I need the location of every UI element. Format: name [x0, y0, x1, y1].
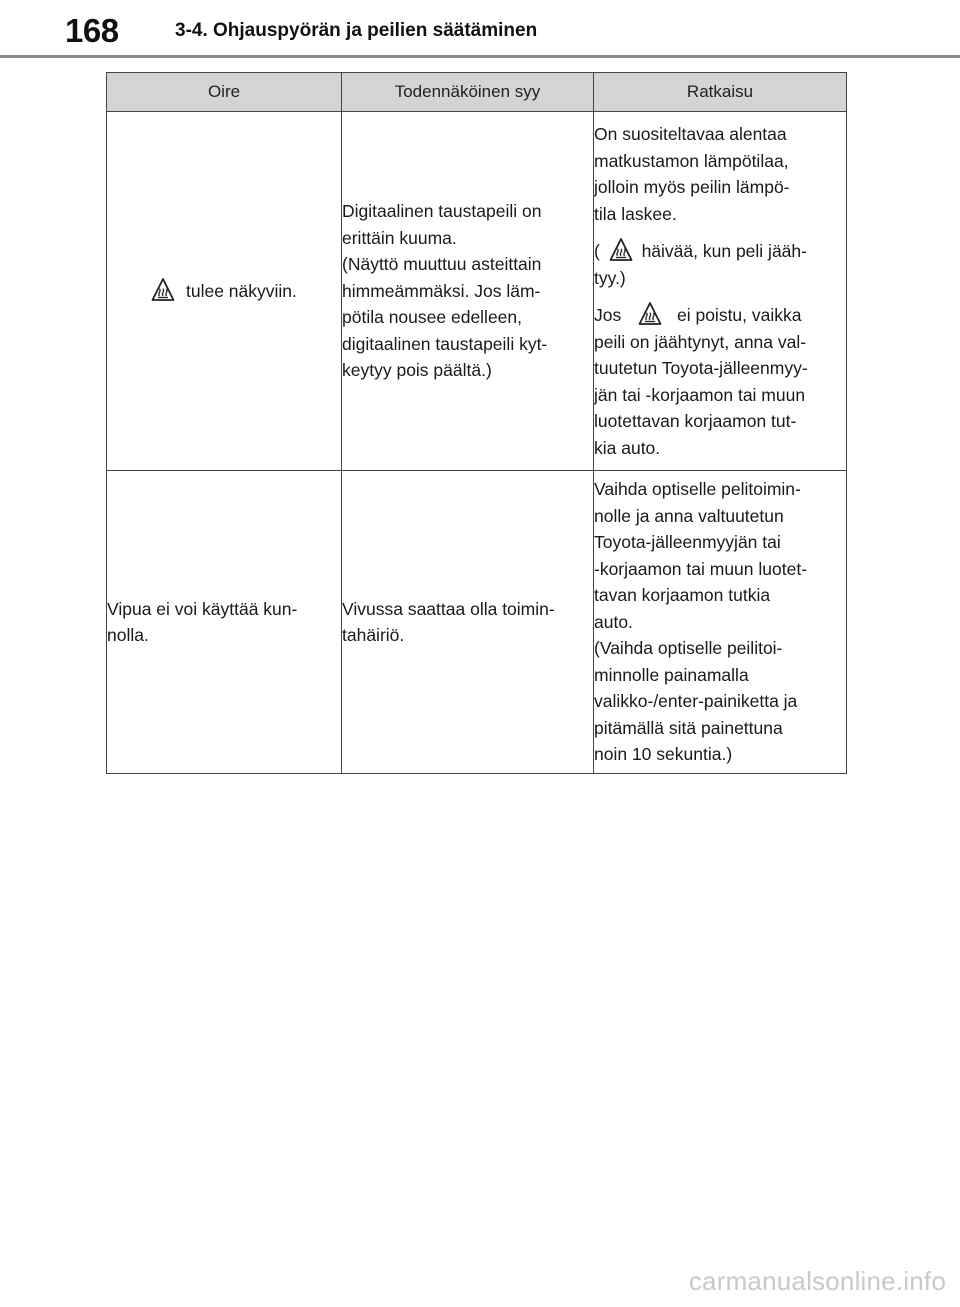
solution-line: matkustamon lämpötilaa, [594, 150, 789, 171]
solution-line: tuutetun Toyota-jälleenmyy- [594, 358, 808, 378]
cause-line: erittäin kuuma. [342, 227, 457, 248]
page-number: 168 [65, 12, 119, 49]
solution-text: Jos [594, 305, 622, 325]
column-header-solution: Ratkaisu [594, 73, 847, 112]
mirror-heat-warning-icon [151, 277, 175, 303]
cause-line: digitaalinen taustapeili kyt- [342, 333, 548, 354]
cause-line: Vivussa saattaa olla toimin- [342, 598, 555, 619]
solution-text: ( [594, 241, 600, 261]
cause-cell [342, 112, 594, 471]
cause-line: himmeämmäksi. Jos läm- [342, 280, 541, 301]
solution-line: Vaihda optiselle pelitoimin- [594, 479, 801, 500]
solution-line: valikko-/enter-painiketta ja [594, 691, 798, 712]
section-title: 3-4. Ohjauspyörän ja peilien säätäminen [175, 20, 538, 41]
column-header-symptom: Oire [107, 73, 342, 112]
solution-line: minnolle painamalla [594, 664, 749, 685]
symptom-cell [107, 471, 342, 774]
cause-line: (Näyttö muuttuu asteittain [342, 254, 542, 275]
symptom-line: Vipua ei voi käyttää kun- [107, 598, 298, 619]
column-header-cause: Todennäköinen syy [342, 73, 594, 112]
solution-line: tyy.) [594, 267, 626, 288]
watermark: carmanualsonline.info [688, 1266, 946, 1296]
solution-line: nolle ja anna valtuutetun [594, 505, 784, 526]
solution-line: noin 10 sekuntia.) [594, 744, 733, 765]
table-header-row [107, 73, 847, 112]
cause-line: Digitaalinen taustapeili on [342, 201, 542, 222]
solution-line: peili on jäähtynyt, anna val- [594, 331, 807, 352]
solution-line: On suositeltavaa alentaa [594, 124, 787, 144]
symptom-text: tulee näkyviin. [185, 281, 297, 302]
solution-line: auto. [594, 611, 633, 632]
solution-line: tila laskee. [594, 203, 677, 224]
solution-paragraph [594, 301, 846, 461]
troubleshooting-table [106, 72, 847, 774]
solution-line: (Vaihda optiselle peilitoi- [594, 638, 783, 659]
symptom-line: nolla. [107, 625, 149, 645]
solution-paragraph [594, 121, 846, 227]
solution-line: -korjaamon tai muun luotet- [594, 558, 808, 579]
solution-cell [594, 471, 847, 774]
solution-text: häivää, kun peli jääh- [641, 241, 807, 261]
cause-cell [342, 471, 594, 774]
solution-line: pitämällä sitä painettuna [594, 717, 783, 738]
solution-line: tavan korjaamon tutkia [594, 585, 771, 606]
cause-line: tahäiriö. [342, 625, 405, 645]
solution-line: kia auto. [594, 437, 661, 458]
table-row [107, 112, 847, 471]
solution-text: ei poistu, vaikka [676, 305, 802, 325]
mirror-heat-warning-icon [638, 301, 662, 327]
solution-paragraph [594, 237, 846, 291]
solution-line: luotettavan korjaamon tut- [594, 411, 797, 431]
table-row [107, 471, 847, 774]
solution-line: jän tai -korjaamon tai muun [594, 384, 806, 405]
solution-line: jolloin myös peilin lämpö- [594, 177, 790, 197]
symptom-cell [107, 112, 342, 471]
cause-line: pötila nousee edelleen, [342, 307, 523, 328]
solution-line: Toyota-jälleenmyyjän tai [594, 532, 781, 553]
mirror-heat-warning-icon [609, 237, 633, 263]
solution-cell [594, 112, 847, 471]
header-rule [0, 55, 960, 58]
cause-line: keytyy pois päältä.) [342, 360, 492, 381]
